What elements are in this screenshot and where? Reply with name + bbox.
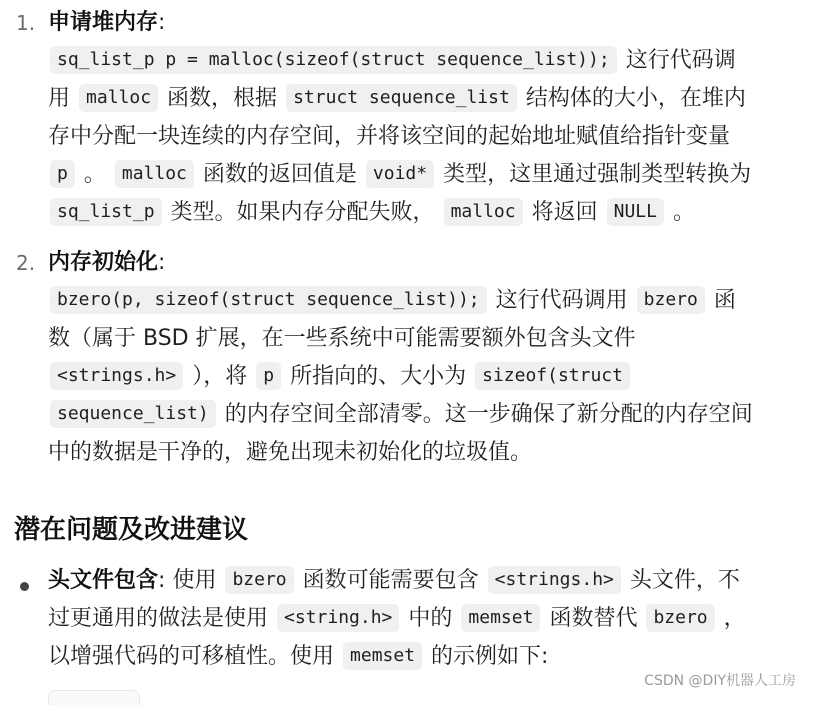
item-colon: : [158,250,166,275]
text-run: 函数，根据 [167,86,278,111]
text-run: 数（属于 BSD 扩展，在一些系统中可能需要额外包含头文件 [48,326,636,351]
text-run: 类型，这里通过强制类型转换为 [443,162,752,187]
text-run: 中的数据是干净的，避免出现未初始化的垃圾值。 [48,440,533,465]
paragraph-line [48,320,636,358]
text-run: 中的 [408,606,453,631]
inline-code: p [50,160,75,188]
list-number: 2. [16,251,36,275]
inline-code: sq_list_p p = malloc(sizeof(struct sequence_list)); [50,46,617,74]
text-run: 。 [83,162,106,187]
text-run: 的内存空间全部清零。这一步确保了新分配的内存空间 [224,402,753,427]
text-run: 的示例如下: [431,644,549,669]
paragraph-line [48,434,532,472]
text-run: 函数替代 [549,606,638,631]
inline-code: malloc [79,84,158,112]
watermark: CSDN @DIY机器人工房 [644,673,796,689]
inline-code: bzero [225,566,293,594]
paragraph-line [48,80,746,118]
text-run: 将返回 [531,200,598,225]
inline-code: <strings.h> [488,566,621,594]
text-run: 这行代码调用 [495,288,628,313]
inline-code: <string.h> [277,604,399,632]
inline-code: sequence_list) [50,400,216,428]
paragraph-line [48,118,730,156]
inline-code: void* [366,160,434,188]
item-title: 内存初始化 [48,250,159,275]
inline-code: struct sequence_list [286,84,517,112]
paragraph-line [48,396,753,434]
text-run: 用 [48,86,71,111]
text-run: ， [723,606,746,631]
text-run: 函 [713,288,736,313]
text-run: 所指向的、大小为 [290,364,467,389]
text-run: 存中分配一块连续的内存空间，并将该空间的起始地址赋值给指针变量 [48,124,731,149]
text-run: 以增强代码的可移植性。使用 [48,644,335,669]
item-title: 申请堆内存 [48,10,159,35]
item-heading [48,244,165,282]
inline-code: sq_list_p [50,198,162,226]
paragraph-line [48,358,632,396]
inline-code: malloc [115,160,194,188]
item-heading [48,4,165,42]
inline-code: p [256,362,281,390]
inline-code: bzero [646,604,714,632]
text-run: 函数的返回值是 [202,162,357,187]
inline-code: malloc [444,198,523,226]
text-run: 过更通用的做法是使用 [48,606,269,631]
text-run: 头文件，不 [629,568,740,593]
text-run: 函数可能需要包含 [302,568,479,593]
section-heading: 潜在问题及改进建议 [14,515,249,545]
text-run: ），将 [192,364,248,389]
text-run: 类型。如果内存分配失败， [170,200,435,225]
paragraph-line [48,600,746,638]
inline-code: bzero(p, sizeof(struct sequence_list)); [50,286,487,314]
text-run: 。 [672,200,695,225]
text-run: 结构体的大小，在堆内 [525,86,746,111]
paragraph-line [48,282,736,320]
text-run: 这行代码调 [625,48,736,73]
inline-code: NULL [607,198,664,226]
bullet-colon: : [158,568,166,593]
list-number: 1. [16,11,36,35]
paragraph-line [48,562,740,600]
paragraph-line [48,42,736,80]
inline-code: <strings.h> [50,362,183,390]
inline-code: bzero [637,286,705,314]
item-colon: : [158,10,166,35]
inline-code: memset [461,604,540,632]
bullet-dot-icon [20,582,29,591]
paragraph-line [48,156,751,194]
inline-code: memset [343,642,422,670]
bullet-title: 头文件包含 [48,568,159,593]
paragraph-line [48,638,548,676]
text-run: 使用 [172,568,217,593]
inline-code: sizeof(struct [475,362,630,390]
paragraph-line [48,194,695,232]
